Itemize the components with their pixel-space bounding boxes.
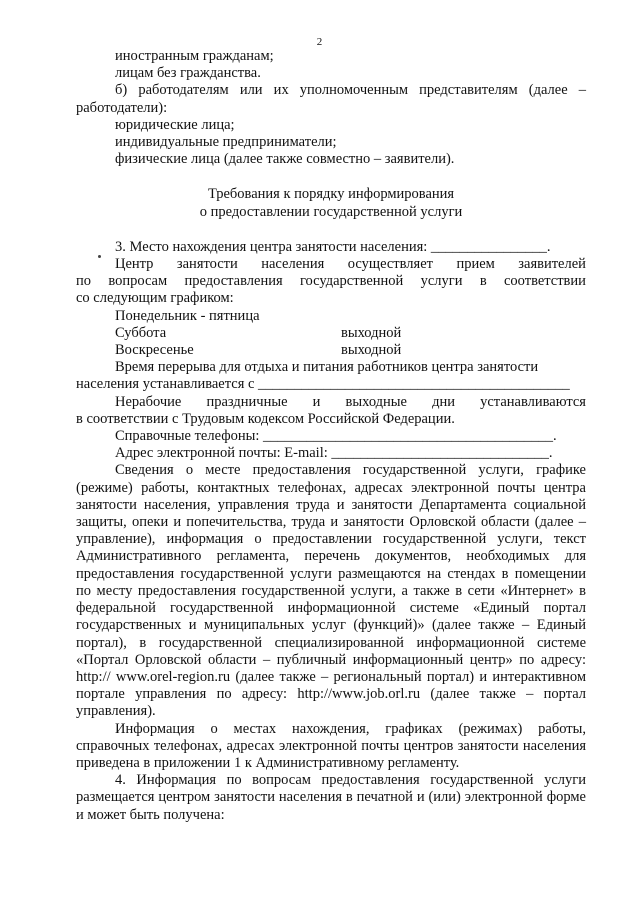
text-line: предоставления государственной услуги размещаются на стендах в <box>76 565 509 582</box>
paragraph-center-line1 <box>76 256 586 273</box>
list-item: физические лица (далее также совместно – заявители). <box>115 151 455 168</box>
word: устанавливаются <box>480 393 586 410</box>
text-line: «Единый портал государственных и муниципальных услуг (функций)» (далее <box>76 600 586 634</box>
schedule-row <box>76 325 586 342</box>
text-line: информационный центр» по адресу: http:// www.orel-region.ru (далее также – <box>76 651 587 685</box>
schedule-day: Суббота <box>115 324 167 341</box>
list-item: лицам без гражданства. <box>115 65 261 82</box>
text-line: защиты, опеки и попечительства, труда и занятости Орловской области (далее <box>76 514 574 531</box>
word: услуги <box>420 273 463 290</box>
list-item: юридические лица; <box>115 116 235 133</box>
paragraph-4 <box>76 772 586 824</box>
list-item: индивидуальные предприниматели; <box>115 134 337 151</box>
schedule-day: Понедельник - пятница <box>115 307 260 324</box>
text-line: населения приведена в приложении 1 к Административному регламенту. <box>76 737 587 771</box>
schedule-status: выходной <box>341 342 402 359</box>
paragraph-center-line3: со следующим графиком: <box>76 290 234 307</box>
word: и <box>312 393 321 410</box>
text-line: размещается центром занятости населения в печатной и (или) электронной <box>76 789 543 806</box>
schedule-row <box>76 308 586 325</box>
schedule-status: выходной <box>341 324 402 341</box>
text-line: Административного регламента, перечень документов, необходимых для <box>76 548 586 565</box>
text-line: региональный портал) и интерактивном портале управления по адресу: <box>76 668 587 703</box>
schedule-day: Воскресенье <box>115 342 194 359</box>
word: Нерабочие <box>115 393 182 410</box>
page-number: 2 <box>316 36 323 48</box>
word: в <box>479 273 487 290</box>
text-line: http://www.job.orl.ru (далее также – портал управления). <box>76 686 587 720</box>
word: осуществляет <box>347 256 433 273</box>
paragraph-email: Адрес электронной почты: E-mail: ______________________________. <box>115 445 553 462</box>
paragraph-places <box>76 721 586 773</box>
text-line: «Интернет» в федеральной государственной информационной системе <box>76 582 586 617</box>
paragraph-info <box>76 462 586 720</box>
word: Центр <box>115 256 154 273</box>
text-line: Информация о местах нахождения, графиках (режимах) работы, <box>115 720 586 737</box>
paragraph-employers: б) работодателям или их уполномоченным представителям (далее – работодатели): <box>76 82 586 116</box>
paragraph-location: 3. Место нахождения центра занятости населения: ________________. <box>115 238 551 255</box>
text-line: занятости населения, управления труда и занятости Департамента социальной <box>76 496 586 513</box>
word: дни <box>432 393 455 410</box>
paragraph-phones: Справочные телефоны: ________________________________________. <box>115 428 557 445</box>
text-line: справочных телефонах, адресах электронной почты центров занятости <box>76 737 519 754</box>
word: праздничные <box>206 393 288 410</box>
paragraph-holidays-line1 <box>76 394 586 411</box>
word: прием <box>456 256 495 273</box>
schedule-row <box>76 342 586 359</box>
word: заявителей <box>518 256 586 273</box>
text-line: форме и может быть получена: <box>76 789 586 823</box>
word: соответствии <box>503 273 586 290</box>
text-line: – управление), информация о предоставлении государственной услуги, текст <box>76 514 586 548</box>
text-line: также – Единый портал), в государственной специализированной <box>76 617 586 651</box>
paragraph-holidays-line2: в соответствии с Трудовым кодексом Российской Федерации. <box>76 410 455 427</box>
word: выходные <box>345 393 407 410</box>
word: предоставления <box>184 273 283 290</box>
paragraph-center-line2 <box>76 273 586 290</box>
text-line: Сведения о месте предоставления государственной услуги, графике <box>115 462 586 479</box>
document-body <box>76 48 586 824</box>
word: по <box>76 273 92 290</box>
word: вопросам <box>108 273 168 290</box>
text-line: помещении по месту предоставления государственной услуги, а также в сети <box>76 565 586 599</box>
section-heading-line1: Требования к порядку информирования <box>207 186 455 203</box>
section-heading-line2: о предоставлении государственной услуги <box>199 203 463 220</box>
text-line: (режиме) работы, контактных телефонах, адресах электронной почты центра <box>76 479 586 496</box>
text-line: информационной системе «Портал Орловской области – публичный <box>76 634 587 668</box>
text-line: 4. Информация по вопросам предоставления государственной услуги <box>115 772 586 789</box>
list-item: иностранным гражданам; <box>115 48 274 64</box>
word: населения <box>261 256 325 273</box>
word: занятости <box>176 256 238 273</box>
paragraph-break-line1: Время перерыва для отдыха и питания работников центра занятости <box>115 359 539 376</box>
paragraph-break-line2: населения устанавливается с ___________________________________________ <box>76 376 570 393</box>
word: государственной <box>299 273 404 290</box>
